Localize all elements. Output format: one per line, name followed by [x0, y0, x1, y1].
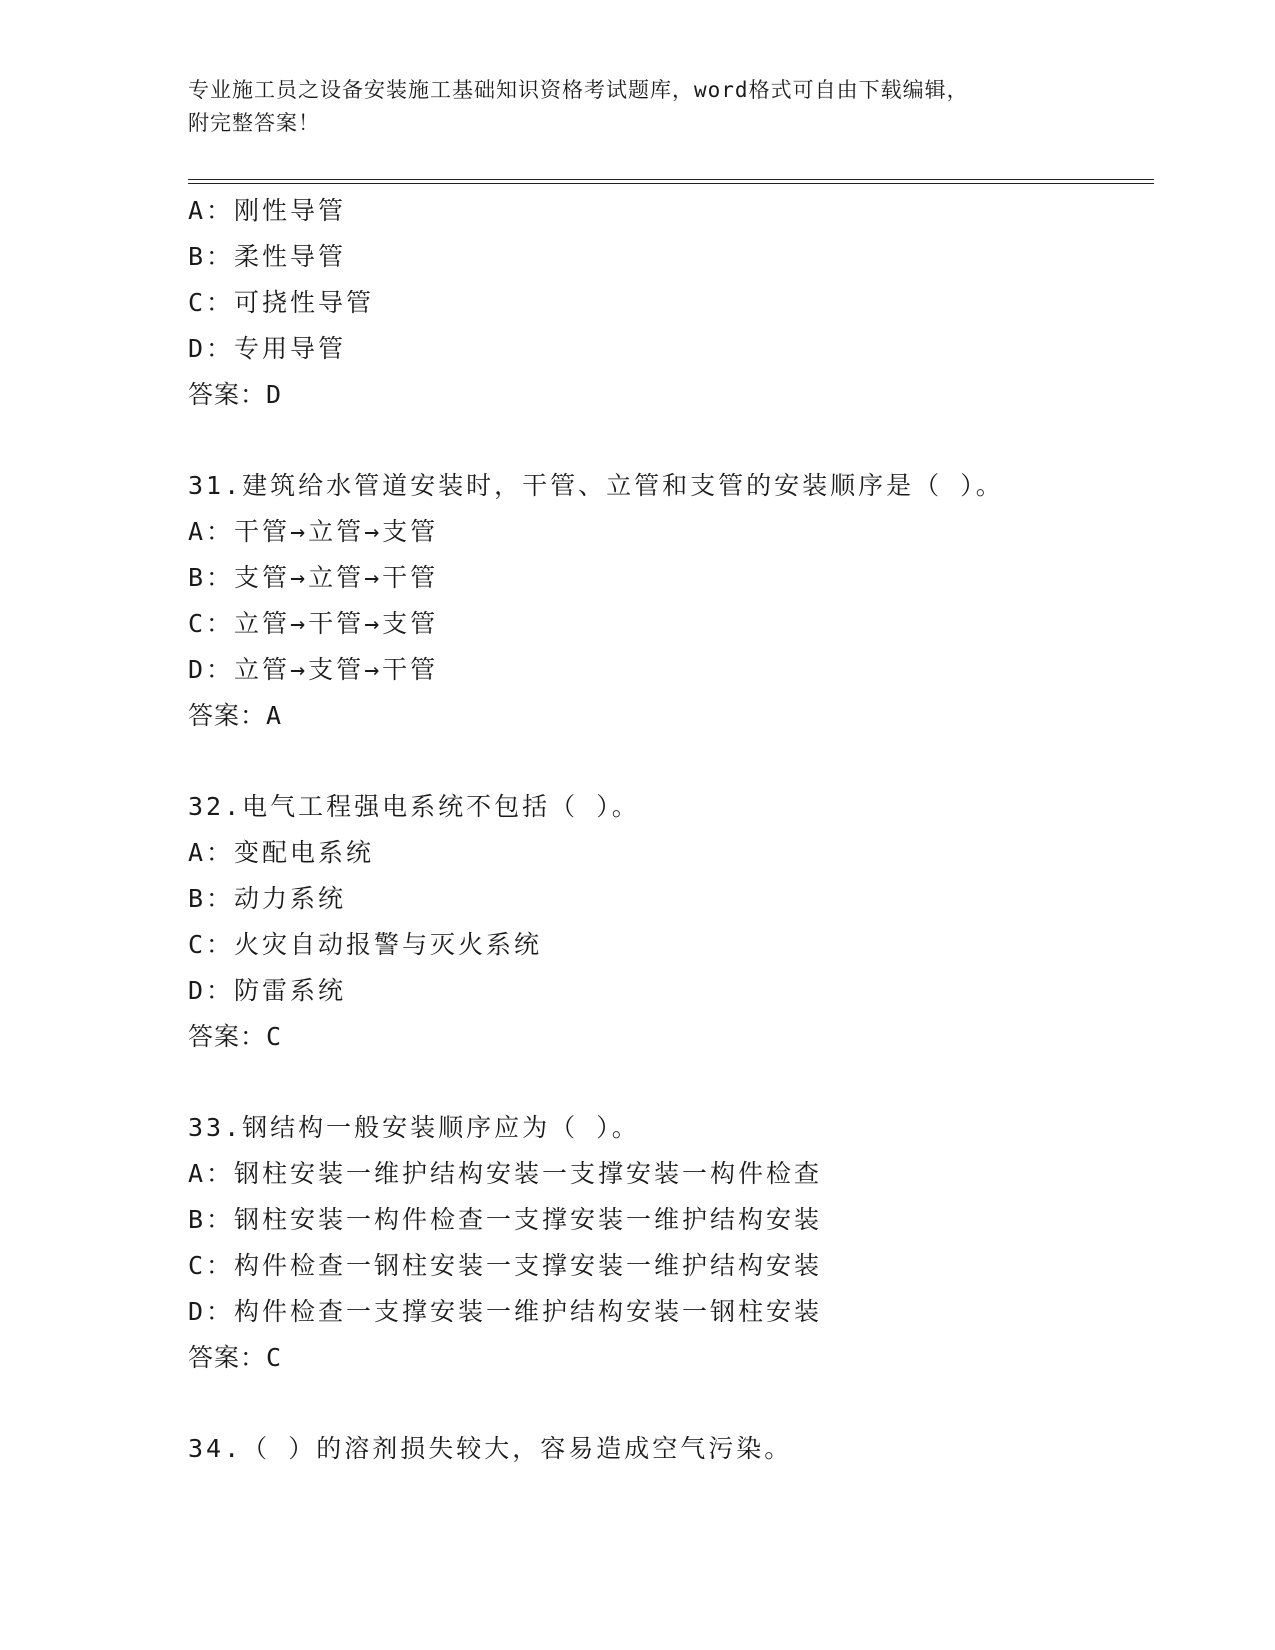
header-line-2: 附完整答案！	[188, 111, 320, 135]
question-34-block	[188, 1426, 1154, 1472]
document-header	[188, 74, 1088, 140]
answer-line: 答案：D	[188, 380, 283, 409]
option-c: C：火灾自动报警与灭火系统	[188, 930, 543, 959]
option-b: B：动力系统	[188, 884, 347, 913]
option-b: B：柔性导管	[188, 242, 347, 271]
spacer	[188, 1381, 1154, 1426]
question-text: 33.钢结构一般安装顺序应为（ ）。	[188, 1113, 640, 1142]
option-b: B：钢柱安装一构件检查一支撑安装一维护结构安装	[188, 1205, 823, 1234]
question-30-block	[188, 188, 1154, 418]
spacer	[188, 739, 1154, 784]
option-b: B：支管→立管→干管	[188, 563, 439, 592]
question-text: 31.建筑给水管道安装时，干管、立管和支管的安装顺序是（ ）。	[188, 471, 1004, 500]
question-33-block	[188, 1105, 1154, 1381]
option-a: A：刚性导管	[188, 196, 347, 225]
option-c: C：立管→干管→支管	[188, 609, 439, 638]
option-a: A：钢柱安装一维护结构安装一支撑安装一构件检查	[188, 1159, 823, 1188]
header-line-1: 专业施工员之设备安装施工基础知识资格考试题库，word格式可自由下载编辑，	[188, 78, 969, 102]
question-list	[188, 188, 1154, 1472]
answer-line: 答案：C	[188, 1022, 283, 1051]
header-divider-bottom	[188, 183, 1154, 184]
option-d: D：构件检查一支撑安装一维护结构安装一钢柱安装	[188, 1297, 823, 1326]
question-31-block	[188, 463, 1154, 739]
question-text: 34.（ ）的溶剂损失较大，容易造成空气污染。	[188, 1434, 793, 1463]
answer-line: 答案：C	[188, 1343, 283, 1372]
option-a: A：干管→立管→支管	[188, 517, 439, 546]
option-d: D：专用导管	[188, 334, 347, 363]
option-d: D：立管→支管→干管	[188, 655, 439, 684]
question-32-block	[188, 784, 1154, 1060]
option-c: C：构件检查一钢柱安装一支撑安装一维护结构安装	[188, 1251, 823, 1280]
option-c: C：可挠性导管	[188, 288, 375, 317]
spacer	[188, 418, 1154, 463]
spacer	[188, 1060, 1154, 1105]
header-divider-top	[188, 179, 1154, 180]
option-d: D：防雷系统	[188, 976, 347, 1005]
answer-line: 答案：A	[188, 701, 283, 730]
option-a: A：变配电系统	[188, 838, 375, 867]
question-text: 32.电气工程强电系统不包括（ ）。	[188, 792, 640, 821]
